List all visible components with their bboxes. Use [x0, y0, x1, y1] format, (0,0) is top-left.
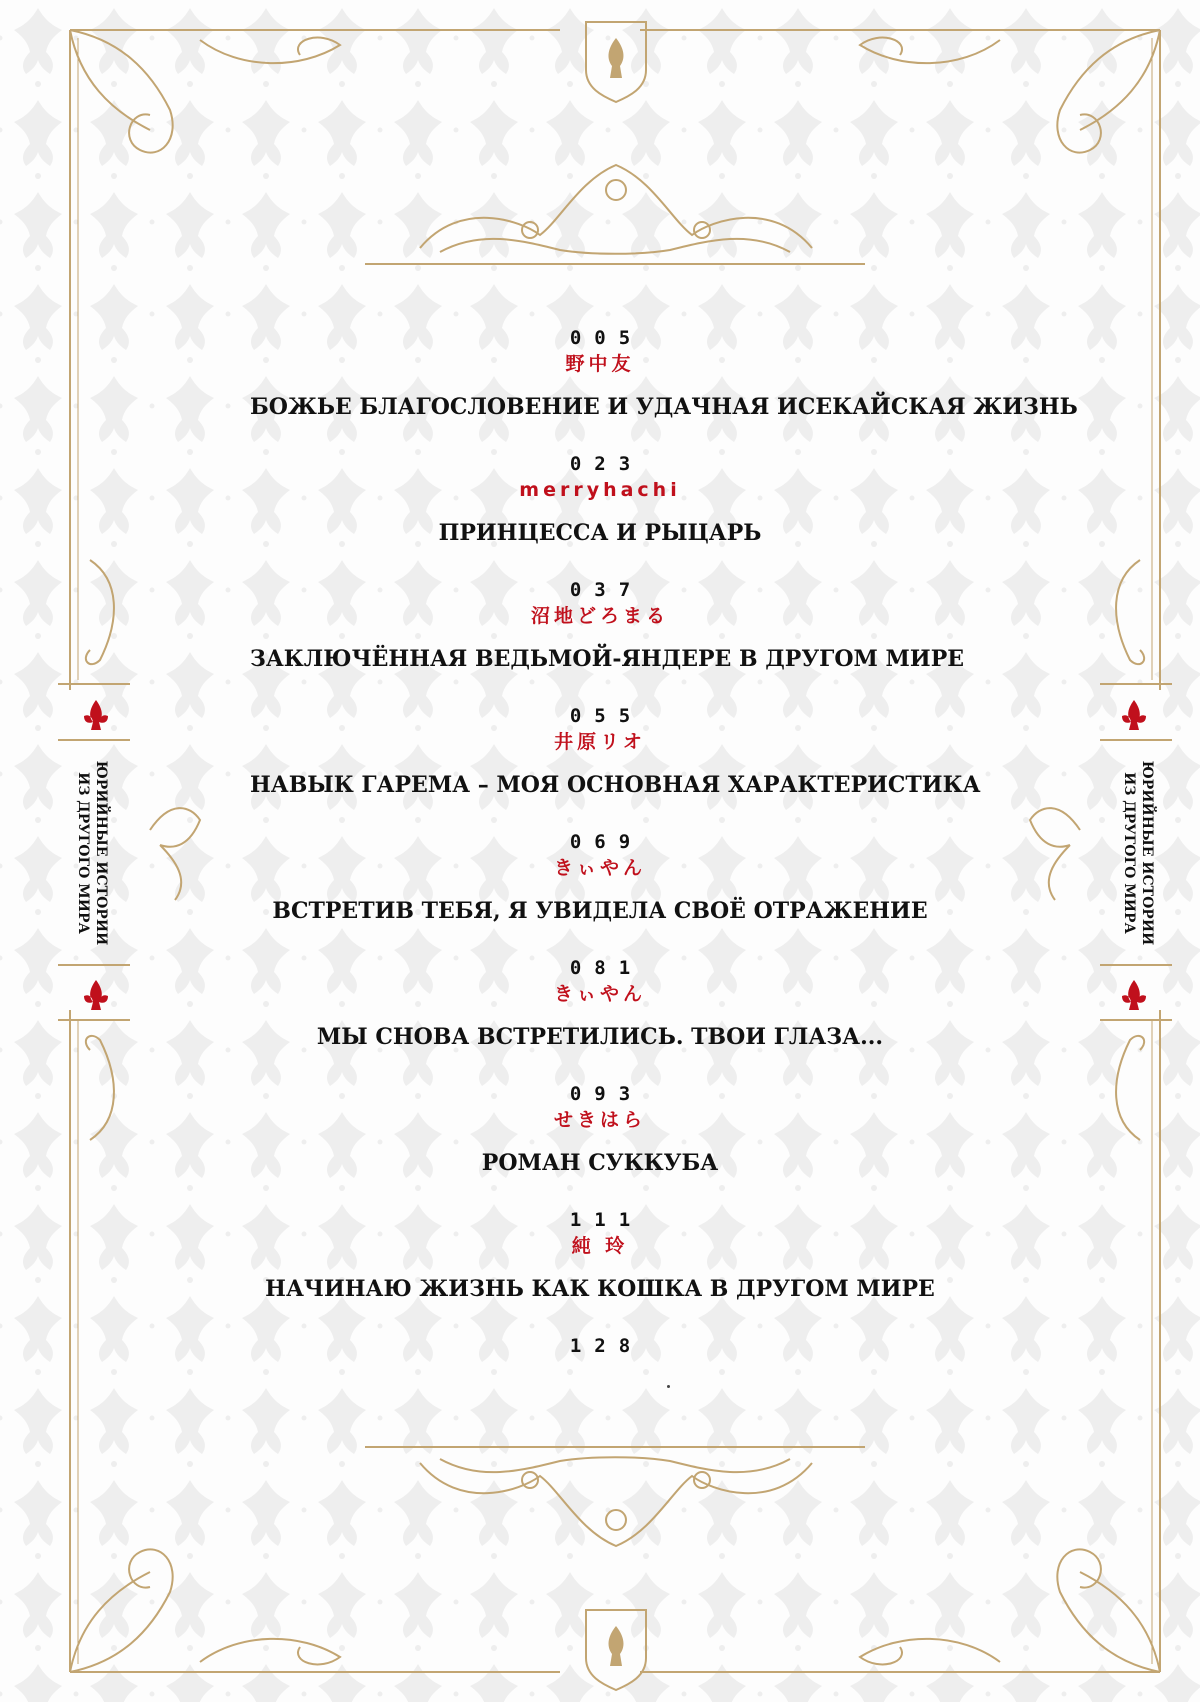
page-number: 069 [569, 831, 644, 853]
page-number: 023 [569, 453, 644, 475]
chapter-title: РОМАН СУККУБА [481, 1150, 719, 1176]
stray-dot [667, 1385, 670, 1388]
page-number: 093 [569, 1083, 644, 1105]
chapter-title: МЫ СНОВА ВСТРЕТИЛИСЬ. ТВОИ ГЛАЗА... [316, 1024, 884, 1050]
table-of-contents [250, 326, 1078, 1460]
toc-entry[interactable] [250, 452, 950, 578]
toc-entry[interactable] [250, 326, 1078, 452]
side-title-left [74, 761, 110, 946]
side-title-line2: ИЗ ДРУГОГО МИРА [75, 772, 91, 934]
side-title-line1: ЮРИЙНЫЕ ИСТОРИИ [1139, 760, 1155, 946]
side-title-right [1120, 761, 1156, 946]
author-name [250, 1358, 950, 1386]
author-name: 井原リオ [554, 731, 646, 753]
toc-entry[interactable] [250, 704, 981, 830]
chapter-title [250, 1400, 950, 1430]
chapter-title: НАЧИНАЮ ЖИЗНЬ КАК КОШКА В ДРУГОМ МИРЕ [265, 1276, 935, 1302]
page-number: 005 [569, 327, 644, 349]
page-number: 111 [569, 1209, 644, 1231]
author-name: せきはら [553, 1109, 646, 1131]
author-name: 沼地どろまる [530, 605, 669, 627]
toc-entry[interactable] [250, 956, 950, 1082]
chapter-title: ЗАКЛЮЧЁННАЯ ВЕДЬМОЙ-ЯНДЕРЕ В ДРУГОМ МИРЕ [250, 646, 965, 672]
author-name: きぃやん [553, 857, 646, 879]
author-name: 純 玲 [571, 1235, 629, 1257]
toc-entry[interactable] [250, 830, 950, 956]
author-name: きぃやん [553, 983, 646, 1005]
author-name: merryhachi [519, 479, 681, 501]
page-number: 055 [569, 705, 644, 727]
chapter-title: НАВЫК ГАРЕМА – МОЯ ОСНОВНАЯ ХАРАКТЕРИСТИКА [250, 772, 981, 798]
chapter-title: ПРИНЦЕССА И РЫЦАРЬ [438, 520, 762, 546]
toc-entry[interactable] [250, 1082, 950, 1208]
chapter-title: БОЖЬЕ БЛАГОСЛОВЕНИЕ И УДАЧНАЯ ИСЕКАЙСКАЯ ЖИЗНЬ [250, 394, 1078, 420]
side-title-line2: ИЗ ДРУГОГО МИРА [1121, 772, 1137, 934]
page-number: 128 [569, 1335, 644, 1357]
page-number: 037 [569, 579, 644, 601]
toc-entry[interactable] [250, 578, 965, 704]
chapter-title: ВСТРЕТИВ ТЕБЯ, Я УВИДЕЛА СВОЁ ОТРАЖЕНИЕ [272, 898, 928, 924]
toc-entry[interactable] [250, 1334, 950, 1460]
side-title-line1: ЮРИЙНЫЕ ИСТОРИИ [93, 760, 109, 946]
toc-entry[interactable] [250, 1208, 950, 1334]
author-name: 野中友 [565, 353, 635, 375]
page-number: 081 [569, 957, 644, 979]
